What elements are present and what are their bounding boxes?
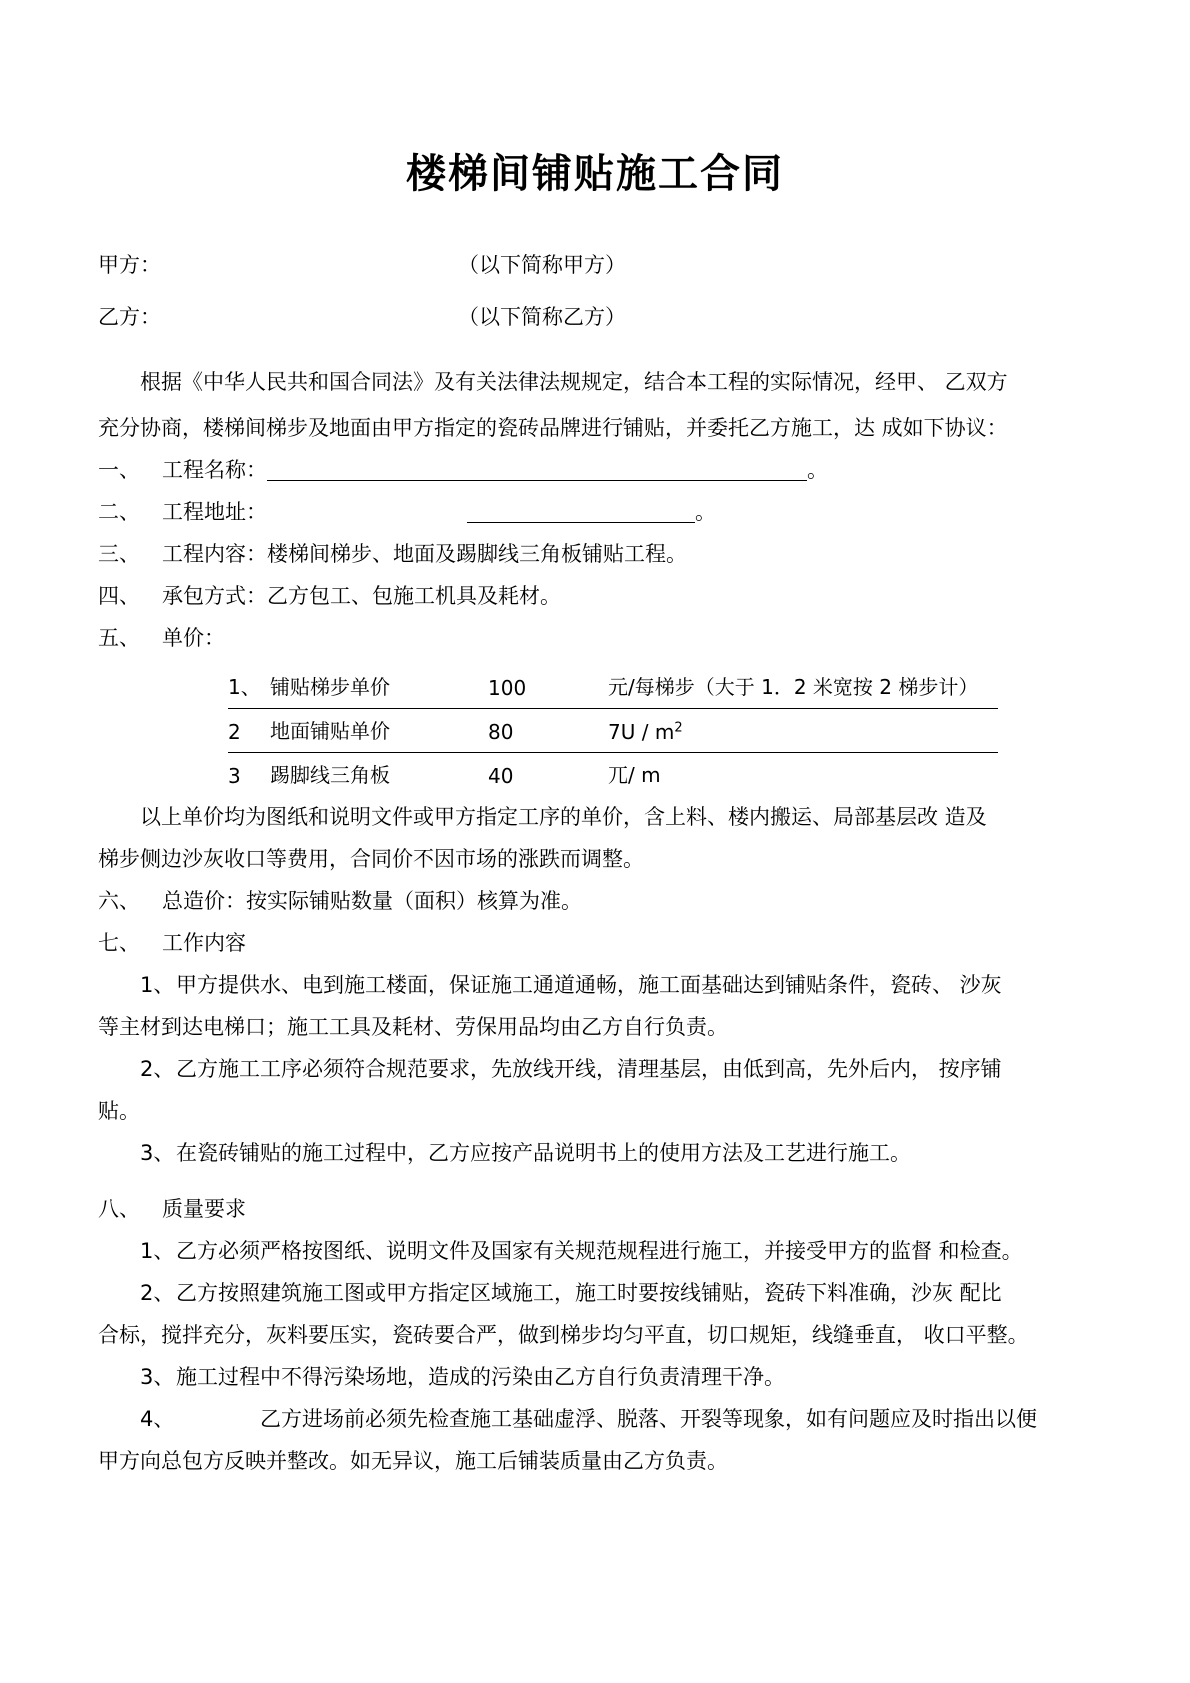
clause-6 xyxy=(98,880,1092,922)
quality-item-4 xyxy=(98,1398,1092,1440)
clause-6-number: 六、 xyxy=(98,889,140,913)
clause-2-label: 工程地址： xyxy=(162,500,267,524)
quality-item-4-number: 4、 xyxy=(140,1407,175,1431)
price-row-2-unit xyxy=(608,709,998,753)
work-item-1 xyxy=(98,964,1092,1006)
price-row-1-name: 铺贴梯步单价 xyxy=(270,665,488,709)
clause-5 xyxy=(98,617,1092,659)
party-label-yifang: 乙方： xyxy=(98,304,161,329)
clause-1-suffix: 。 xyxy=(807,458,828,482)
price-row-3-name: 踢脚线三角板 xyxy=(270,763,390,787)
work-item-1-number: 1、 xyxy=(140,973,175,997)
price-row-2-unit-exponent: 2 xyxy=(674,720,683,736)
price-row-2-unit-text: 7U / m xyxy=(608,720,675,744)
table-row xyxy=(228,709,998,753)
clause-3-body: 工程内容：楼梯间梯步、地面及踢脚线三角板铺贴工程。 xyxy=(162,542,687,566)
quality-item-1-line-1: 乙方必须严格按图纸、说明文件及国家有关规范规程进行施工，并接受甲方的监督 和检查。 xyxy=(176,1239,1023,1263)
quality-item-2-line-1: 乙方按照建筑施工图或甲方指定区域施工，施工时要按线铺贴，瓷砖下料准确，沙灰 配比 xyxy=(176,1281,1002,1305)
clause-4-body: 承包方式：乙方包工、包施工机具及耗材。 xyxy=(162,584,561,608)
price-note-line-1: 以上单价均为图纸和说明文件或甲方指定工序的单价，含上料、楼内搬运、局部基层改 造及 xyxy=(140,805,987,829)
spacer xyxy=(98,1174,1092,1188)
price-row-2-name: 地面铺贴单价 xyxy=(270,709,488,753)
price-row-3-value: 40 xyxy=(488,764,514,788)
clause-7-body: 工作内容 xyxy=(162,931,246,955)
clause-8-body: 质量要求 xyxy=(162,1197,246,1221)
clause-1-label: 工程名称： xyxy=(162,458,267,482)
quality-item-4-line-1: 乙方进场前必须先检查施工基础虚浮、脱落、开裂等现象，如有问题应及时指出以便 xyxy=(260,1407,1037,1431)
clause-6-body: 总造价：按实际铺贴数量（面积）核算为准。 xyxy=(162,889,582,913)
clause-2-number: 二、 xyxy=(98,500,140,524)
price-row-1-index: 1、 xyxy=(228,665,270,709)
clause-4 xyxy=(98,575,1092,617)
clause-2 xyxy=(98,491,1092,533)
price-table xyxy=(228,665,998,796)
work-item-1-line-1: 甲方提供水、电到施工楼面，保证施工通道通畅，施工面基础达到铺贴条件，瓷砖、 沙灰 xyxy=(176,973,1002,997)
clause-3-number: 三、 xyxy=(98,542,140,566)
party-row-yifang xyxy=(98,302,1092,334)
table-row xyxy=(228,753,998,797)
price-row-3-unit: 兀/ m xyxy=(608,763,661,787)
quality-item-2-line-2: 合标，搅拌充分，灰料要压实，瓷砖要合严，做到梯步均匀平直，切口规矩，线缝垂直， 收口平整。 xyxy=(98,1323,1029,1347)
work-item-2-line-2: 贴。 xyxy=(98,1099,140,1123)
quality-item-4-line-2: 甲方向总包方反映并整改。如无异议，施工后铺装质量由乙方负责。 xyxy=(98,1449,728,1473)
party-label-jiafang: 甲方： xyxy=(98,253,161,277)
clause-7 xyxy=(98,922,1092,964)
price-row-1-value: 100 xyxy=(488,665,608,709)
clause-2-body xyxy=(162,491,1092,533)
clause-1 xyxy=(98,449,1092,491)
work-item-2-number: 2、 xyxy=(140,1057,175,1081)
clause-8-number: 八、 xyxy=(98,1197,140,1221)
work-item-3-line-1: 在瓷砖铺贴的施工过程中，乙方应按产品说明书上的使用方法及工艺进行施工。 xyxy=(176,1141,911,1165)
clause-4-number: 四、 xyxy=(98,584,140,608)
price-row-3-index: 3 xyxy=(228,764,241,788)
work-item-3 xyxy=(98,1132,1092,1174)
work-item-2-line-1: 乙方施工工序必须符合规范要求，先放线开线，清理基层，由低到高，先外后内， 按序铺 xyxy=(176,1057,1002,1081)
quality-item-2 xyxy=(98,1272,1092,1314)
intro-line-1: 根据《中华人民共和国合同法》及有关法律法规规定，结合本工程的实际情况，经甲、 乙双方 xyxy=(140,370,1008,394)
party-row-jiafang xyxy=(98,250,1092,282)
clause-5-number: 五、 xyxy=(98,626,140,650)
price-row-2-index: 2 xyxy=(228,709,270,753)
table-row xyxy=(228,665,998,709)
price-row-2-value: 80 xyxy=(488,709,608,753)
intro-line-2: 充分协商，楼梯间梯步及地面由甲方指定的瓷砖品牌进行铺贴，并委托乙方施工，达 成如下协议： xyxy=(98,416,1008,440)
work-item-1-line-2: 等主材到达电梯口；施工工具及耗材、劳保用品均由乙方自行负责。 xyxy=(98,1015,728,1039)
quality-item-3-line-1: 施工过程中不得污染场地，造成的污染由乙方自行负责清理干净。 xyxy=(176,1365,785,1389)
clause-8 xyxy=(98,1188,1092,1230)
quality-item-2-number: 2、 xyxy=(140,1281,175,1305)
clause-5-body: 单价： xyxy=(162,626,225,650)
clause-3 xyxy=(98,533,1092,575)
project-address-blank[interactable] xyxy=(467,500,695,523)
quality-item-1 xyxy=(98,1230,1092,1272)
page-title: 楼梯间铺贴施工合同 xyxy=(406,151,784,197)
price-row-1-unit: 元/每梯步（大于 1．2 米宽按 2 梯步计） xyxy=(608,665,998,709)
clause-7-number: 七、 xyxy=(98,931,140,955)
quality-item-3 xyxy=(98,1356,1092,1398)
quality-item-1-number: 1、 xyxy=(140,1239,175,1263)
party-note-jiafang: （以下简称甲方） xyxy=(458,253,626,277)
clause-1-number: 一、 xyxy=(98,458,140,482)
work-item-3-number: 3、 xyxy=(140,1141,175,1165)
price-note-line-2: 梯步侧边沙灰收口等费用，合同价不因市场的涨跌而调整。 xyxy=(98,847,644,871)
clause-1-body xyxy=(162,449,1092,491)
work-item-2 xyxy=(98,1048,1092,1090)
clause-2-suffix: 。 xyxy=(695,500,716,524)
party-note-yifang: （以下简称乙方） xyxy=(458,304,626,329)
project-name-blank[interactable] xyxy=(267,458,807,481)
quality-item-3-number: 3、 xyxy=(140,1365,175,1389)
